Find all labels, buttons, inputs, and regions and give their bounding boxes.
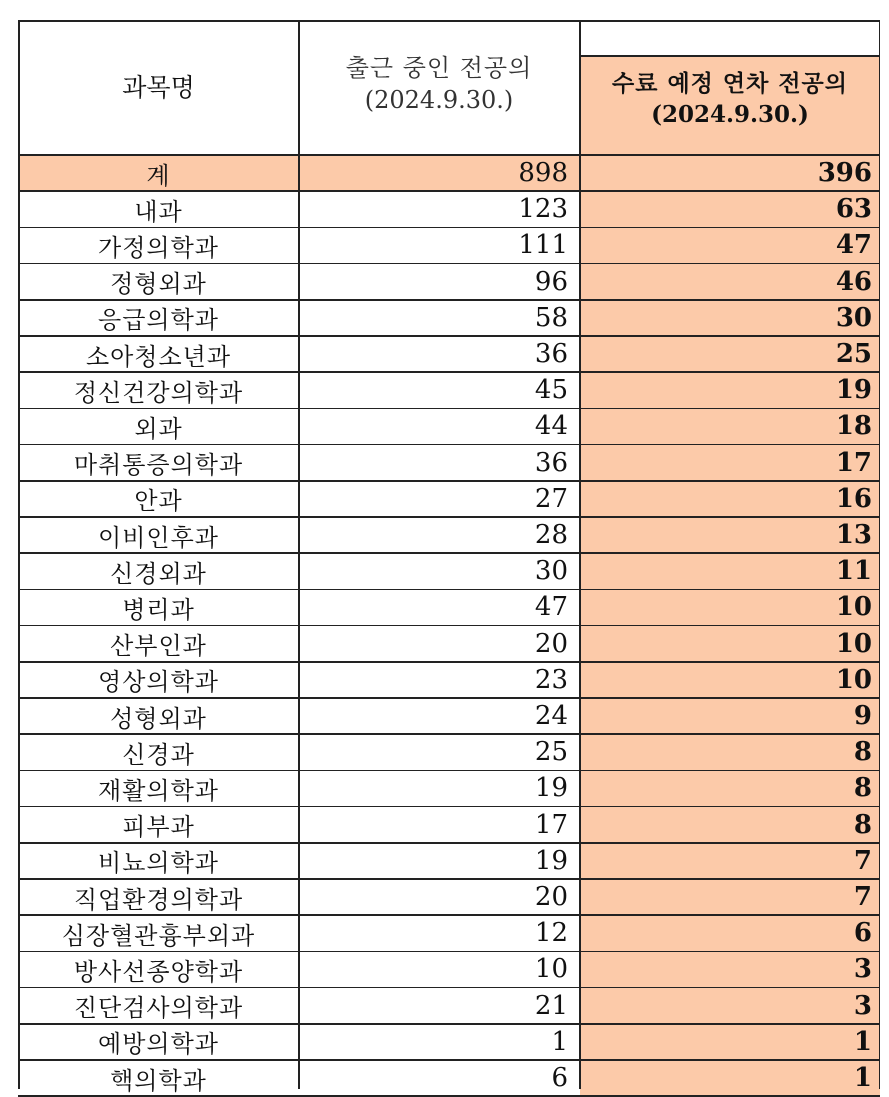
working-count: 19 bbox=[534, 845, 568, 876]
graduating-count: 17 bbox=[835, 447, 872, 478]
subject-name: 재활의학과 bbox=[98, 776, 219, 805]
header-graduating bbox=[580, 68, 880, 130]
subject-name: 가정의학과 bbox=[98, 233, 219, 262]
row-divider bbox=[18, 263, 880, 265]
header-subject-label: 과목명 bbox=[122, 72, 195, 102]
subject-name: 정형외과 bbox=[110, 270, 207, 299]
working-count: 111 bbox=[518, 230, 568, 261]
working-count: 45 bbox=[534, 375, 568, 406]
working-count: 25 bbox=[534, 737, 568, 768]
subject-name: 산부인과 bbox=[110, 632, 207, 661]
row-divider bbox=[18, 408, 880, 410]
subject-name: 신경과 bbox=[122, 740, 195, 769]
row-divider bbox=[18, 914, 880, 916]
row-divider bbox=[18, 770, 880, 772]
subject-name: 영상의학과 bbox=[98, 668, 219, 697]
subject-name: 성형외과 bbox=[110, 704, 207, 733]
header-working-date: (2024.9.30.) bbox=[364, 86, 514, 115]
subject-name: 내과 bbox=[134, 197, 183, 226]
row-divider bbox=[18, 1023, 880, 1025]
row-divider bbox=[18, 444, 880, 446]
graduating-count: 6 bbox=[853, 918, 872, 949]
working-count: 44 bbox=[534, 411, 568, 442]
row-divider bbox=[18, 951, 880, 953]
row-divider bbox=[18, 552, 880, 554]
subject-name: 신경외과 bbox=[110, 559, 207, 588]
subject-name: 안과 bbox=[134, 487, 183, 516]
subject-name: 이비인후과 bbox=[98, 523, 219, 552]
graduating-count: 30 bbox=[835, 302, 872, 333]
row-divider bbox=[18, 190, 880, 192]
graduating-count: 18 bbox=[835, 411, 872, 442]
subject-name: 방사선종양학과 bbox=[73, 957, 244, 986]
graduating-count: 8 bbox=[853, 773, 872, 804]
header-working-label: 출근 중인 전공의 bbox=[345, 54, 533, 82]
working-count: 47 bbox=[534, 592, 568, 623]
working-count: 123 bbox=[518, 194, 568, 225]
graduating-count: 7 bbox=[853, 882, 872, 913]
subject-name: 피부과 bbox=[122, 813, 195, 842]
graduating-count: 63 bbox=[835, 194, 872, 225]
graduating-count: 13 bbox=[835, 520, 872, 551]
table-right-border bbox=[879, 20, 881, 1089]
column-divider bbox=[579, 20, 581, 1089]
graduating-count: 10 bbox=[835, 592, 872, 623]
graduating-count: 8 bbox=[853, 737, 872, 768]
graduating-count: 396 bbox=[817, 158, 872, 189]
working-count: 17 bbox=[534, 809, 568, 840]
subject-name: 정신건강의학과 bbox=[73, 378, 244, 407]
row-divider bbox=[18, 733, 880, 735]
subject-name: 예방의학과 bbox=[98, 1030, 219, 1059]
row-divider bbox=[18, 227, 880, 229]
header-highlight-top bbox=[580, 55, 880, 57]
working-count: 58 bbox=[534, 302, 568, 333]
graduating-count: 25 bbox=[835, 339, 872, 370]
row-divider bbox=[18, 299, 880, 301]
subject-name: 외과 bbox=[134, 414, 183, 443]
graduating-count: 7 bbox=[853, 845, 872, 876]
row-divider bbox=[18, 697, 880, 699]
subject-name: 직업환경의학과 bbox=[73, 885, 244, 914]
graduating-count: 47 bbox=[835, 230, 872, 261]
subject-name: 마취통증의학과 bbox=[73, 451, 244, 480]
table-left-border bbox=[18, 20, 20, 1089]
row-divider bbox=[18, 878, 880, 880]
working-count: 10 bbox=[534, 954, 568, 985]
working-count: 27 bbox=[534, 483, 568, 514]
subject-name: 계 bbox=[146, 161, 171, 190]
header-graduating-label: 수료 예정 연차 전공의 bbox=[612, 70, 848, 97]
subject-name: 심장혈관흉부외과 bbox=[61, 921, 256, 950]
working-count: 23 bbox=[534, 664, 568, 695]
working-count: 36 bbox=[534, 339, 568, 370]
graduating-count: 10 bbox=[835, 664, 872, 695]
working-count: 6 bbox=[551, 1063, 568, 1094]
header-subject bbox=[18, 20, 299, 155]
row-divider bbox=[18, 661, 880, 663]
column-divider bbox=[298, 20, 300, 1089]
subject-name: 진단검사의학과 bbox=[73, 994, 244, 1023]
subject-name: 병리과 bbox=[122, 595, 195, 624]
row-divider bbox=[18, 1059, 880, 1061]
graduating-count: 16 bbox=[835, 483, 872, 514]
working-count: 96 bbox=[534, 266, 568, 297]
working-count: 20 bbox=[534, 628, 568, 659]
working-count: 1 bbox=[551, 1026, 568, 1057]
row-divider bbox=[18, 480, 880, 482]
working-count: 36 bbox=[534, 447, 568, 478]
header-divider bbox=[18, 154, 880, 156]
working-count: 898 bbox=[518, 158, 568, 189]
graduating-count: 46 bbox=[835, 266, 872, 297]
graduating-count: 3 bbox=[853, 990, 872, 1021]
row-divider bbox=[18, 335, 880, 337]
working-count: 30 bbox=[534, 556, 568, 587]
subject-name: 비뇨의학과 bbox=[98, 849, 219, 878]
graduating-count: 1 bbox=[853, 1063, 872, 1094]
working-count: 21 bbox=[534, 990, 568, 1021]
row-divider bbox=[18, 371, 880, 373]
working-count: 12 bbox=[534, 918, 568, 949]
working-count: 24 bbox=[534, 701, 568, 732]
working-count: 28 bbox=[534, 520, 568, 551]
table-top-border bbox=[18, 20, 880, 22]
working-count: 19 bbox=[534, 773, 568, 804]
row-divider bbox=[18, 589, 880, 591]
graduating-count: 3 bbox=[853, 954, 872, 985]
graduating-count: 11 bbox=[835, 556, 872, 587]
subject-name: 응급의학과 bbox=[98, 306, 219, 335]
graduating-count: 1 bbox=[853, 1026, 872, 1057]
header-working bbox=[299, 52, 579, 117]
subject-name: 소아청소년과 bbox=[85, 342, 232, 371]
graduating-count: 10 bbox=[835, 628, 872, 659]
graduating-count: 8 bbox=[853, 809, 872, 840]
graduating-count: 19 bbox=[835, 375, 872, 406]
header-graduating-date: (2024.9.30.) bbox=[651, 101, 809, 129]
working-count: 20 bbox=[534, 882, 568, 913]
subject-name: 핵의학과 bbox=[110, 1066, 207, 1095]
row-divider bbox=[18, 987, 880, 989]
row-divider bbox=[18, 516, 880, 518]
row-divider bbox=[18, 842, 880, 844]
row-divider bbox=[18, 806, 880, 808]
graduating-count: 9 bbox=[853, 701, 872, 732]
row-divider bbox=[18, 625, 880, 627]
